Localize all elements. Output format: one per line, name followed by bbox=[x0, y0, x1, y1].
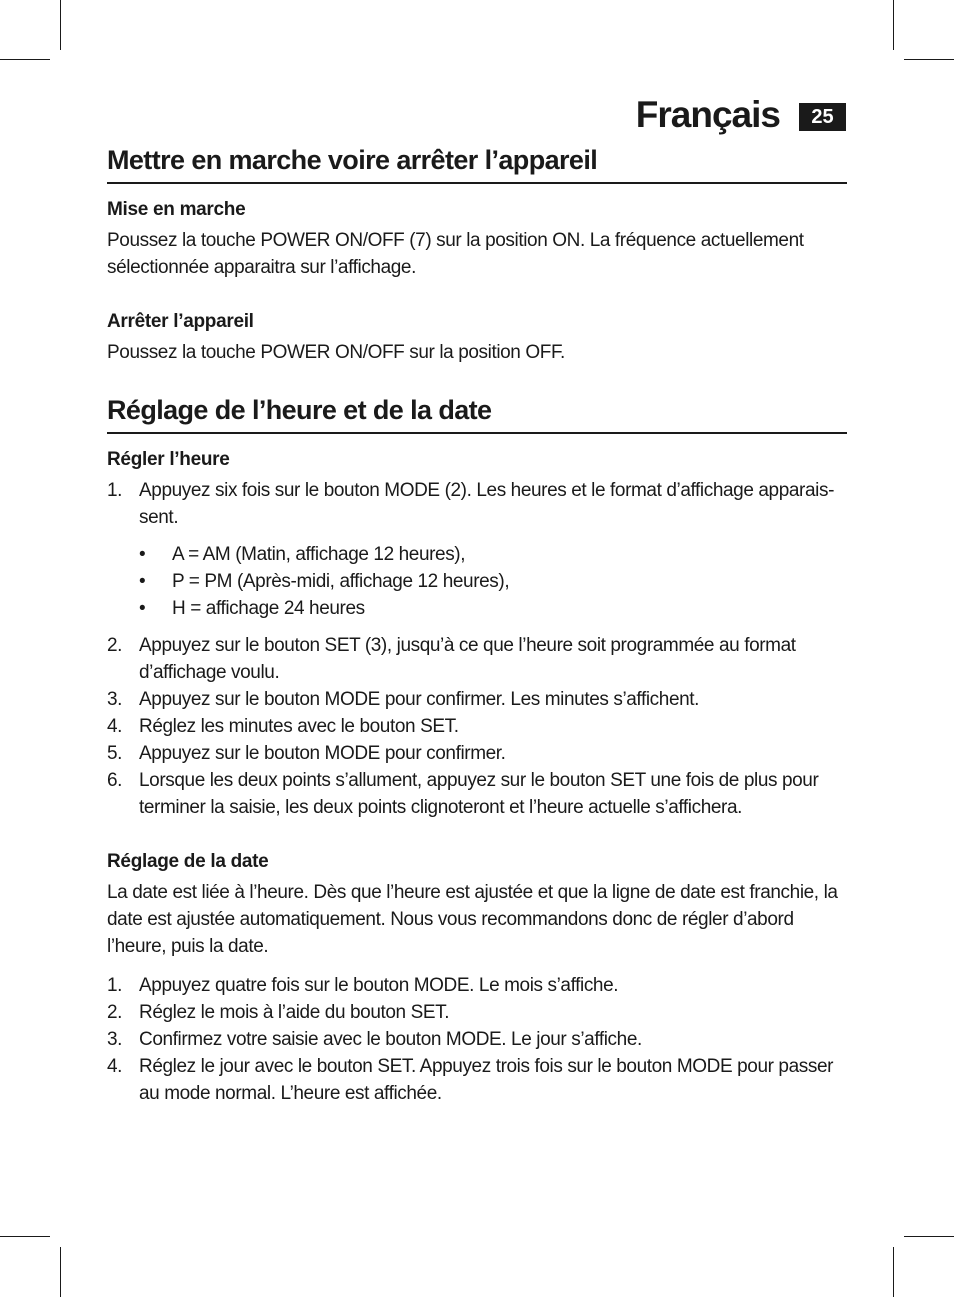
bullet: • bbox=[139, 544, 146, 565]
paragraph: Poussez la touche POWER ON/OFF (7) sur la position ON. La fréquence actuellement sélectionnée apparaitra sur l’affichage. bbox=[107, 230, 804, 278]
list-item bbox=[107, 1053, 847, 1107]
list-item bbox=[107, 767, 847, 821]
subheading: Arrêter l’appareil bbox=[107, 311, 254, 332]
list-item bbox=[107, 632, 847, 686]
language-title: Français bbox=[635, 94, 780, 135]
step-number: 3. bbox=[107, 689, 123, 710]
step-number: 1. bbox=[107, 480, 123, 501]
page-number-badge: 25 bbox=[799, 103, 846, 131]
step-text: Réglez le jour avec le bouton SET. Appuyez trois fois sur le bouton MODE pour passer au mode normal. L’heure est affichée. bbox=[139, 1056, 834, 1104]
step-text: Appuyez sur le bouton MODE pour confirmer. bbox=[139, 743, 506, 764]
paragraph: Poussez la touche POWER ON/OFF sur la position OFF. bbox=[107, 342, 565, 363]
step-number: 5. bbox=[107, 743, 123, 764]
crop-mark bbox=[0, 1236, 50, 1237]
crop-mark bbox=[0, 59, 50, 60]
section-title: Réglage de l’heure et de la date bbox=[107, 394, 847, 434]
list-item bbox=[107, 1026, 847, 1053]
step-number: 6. bbox=[107, 770, 123, 791]
step-text: Appuyez sur le bouton MODE pour confirmer. Les minutes s’affichent. bbox=[139, 689, 700, 710]
list-item bbox=[107, 999, 847, 1026]
list-item bbox=[107, 686, 847, 713]
crop-mark bbox=[893, 1247, 894, 1297]
subheading: Régler l’heure bbox=[107, 449, 230, 470]
date-steps-list bbox=[107, 972, 847, 1107]
crop-mark bbox=[60, 0, 61, 50]
bullet: • bbox=[139, 571, 146, 592]
crop-mark bbox=[60, 1247, 61, 1297]
step-number: 3. bbox=[107, 1029, 123, 1050]
step-number: 2. bbox=[107, 635, 123, 656]
step-number: 2. bbox=[107, 1002, 123, 1023]
list-item bbox=[139, 541, 847, 568]
step-text: Réglez les minutes avec le bouton SET. bbox=[139, 716, 459, 737]
bullet: • bbox=[139, 598, 146, 619]
step-number: 1. bbox=[107, 975, 123, 996]
step-number: 4. bbox=[107, 716, 123, 737]
step-text: Appuyez six fois sur le bouton MODE (2). Les heures et le format d’affichage apparais-sent. bbox=[139, 480, 835, 528]
format-bullet-list bbox=[139, 541, 847, 622]
list-item bbox=[139, 568, 847, 595]
list-item bbox=[107, 740, 847, 767]
step-text: Réglez le mois à l’aide du bouton SET. bbox=[139, 1002, 450, 1023]
list-item bbox=[107, 972, 847, 999]
crop-mark bbox=[904, 1236, 954, 1237]
step-number: 4. bbox=[107, 1056, 123, 1077]
section-time-date bbox=[107, 394, 847, 1107]
time-steps-list bbox=[107, 477, 847, 531]
time-steps-list bbox=[107, 632, 847, 821]
section-title: Mettre en marche voire arrêter l’appareil bbox=[107, 144, 847, 184]
step-text: Appuyez sur le bouton SET (3), jusqu’à ce que l’heure soit programmée au format d’affichage voulu. bbox=[139, 635, 796, 683]
crop-mark bbox=[893, 0, 894, 50]
bullet-text: P = PM (Après-midi, affichage 12 heures), bbox=[172, 571, 510, 592]
list-item bbox=[107, 477, 847, 531]
paragraph: La date est liée à l’heure. Dès que l’heure est ajustée et que la ligne de date est franchie, la date est ajustée automatiquement. Nous vous recommandons donc de régler d’abord l’heure, puis la date. bbox=[107, 882, 838, 957]
list-item bbox=[139, 595, 847, 622]
subheading: Réglage de la date bbox=[107, 851, 269, 872]
list-item bbox=[107, 713, 847, 740]
subheading: Mise en marche bbox=[107, 199, 246, 220]
crop-mark bbox=[904, 59, 954, 60]
step-text: Confirmez votre saisie avec le bouton MODE. Le jour s’affiche. bbox=[139, 1029, 642, 1050]
bullet-text: A = AM (Matin, affichage 12 heures), bbox=[172, 544, 466, 565]
step-text: Lorsque les deux points s’allument, appuyez sur le bouton SET une fois de plus pour terminer la saisie, les deux points clignoteront et l’heure actuelle s’affichera. bbox=[139, 770, 819, 818]
section-power bbox=[107, 144, 847, 366]
bullet-text: H = affichage 24 heures bbox=[172, 598, 365, 619]
step-text: Appuyez quatre fois sur le bouton MODE. Le mois s’affiche. bbox=[139, 975, 619, 996]
